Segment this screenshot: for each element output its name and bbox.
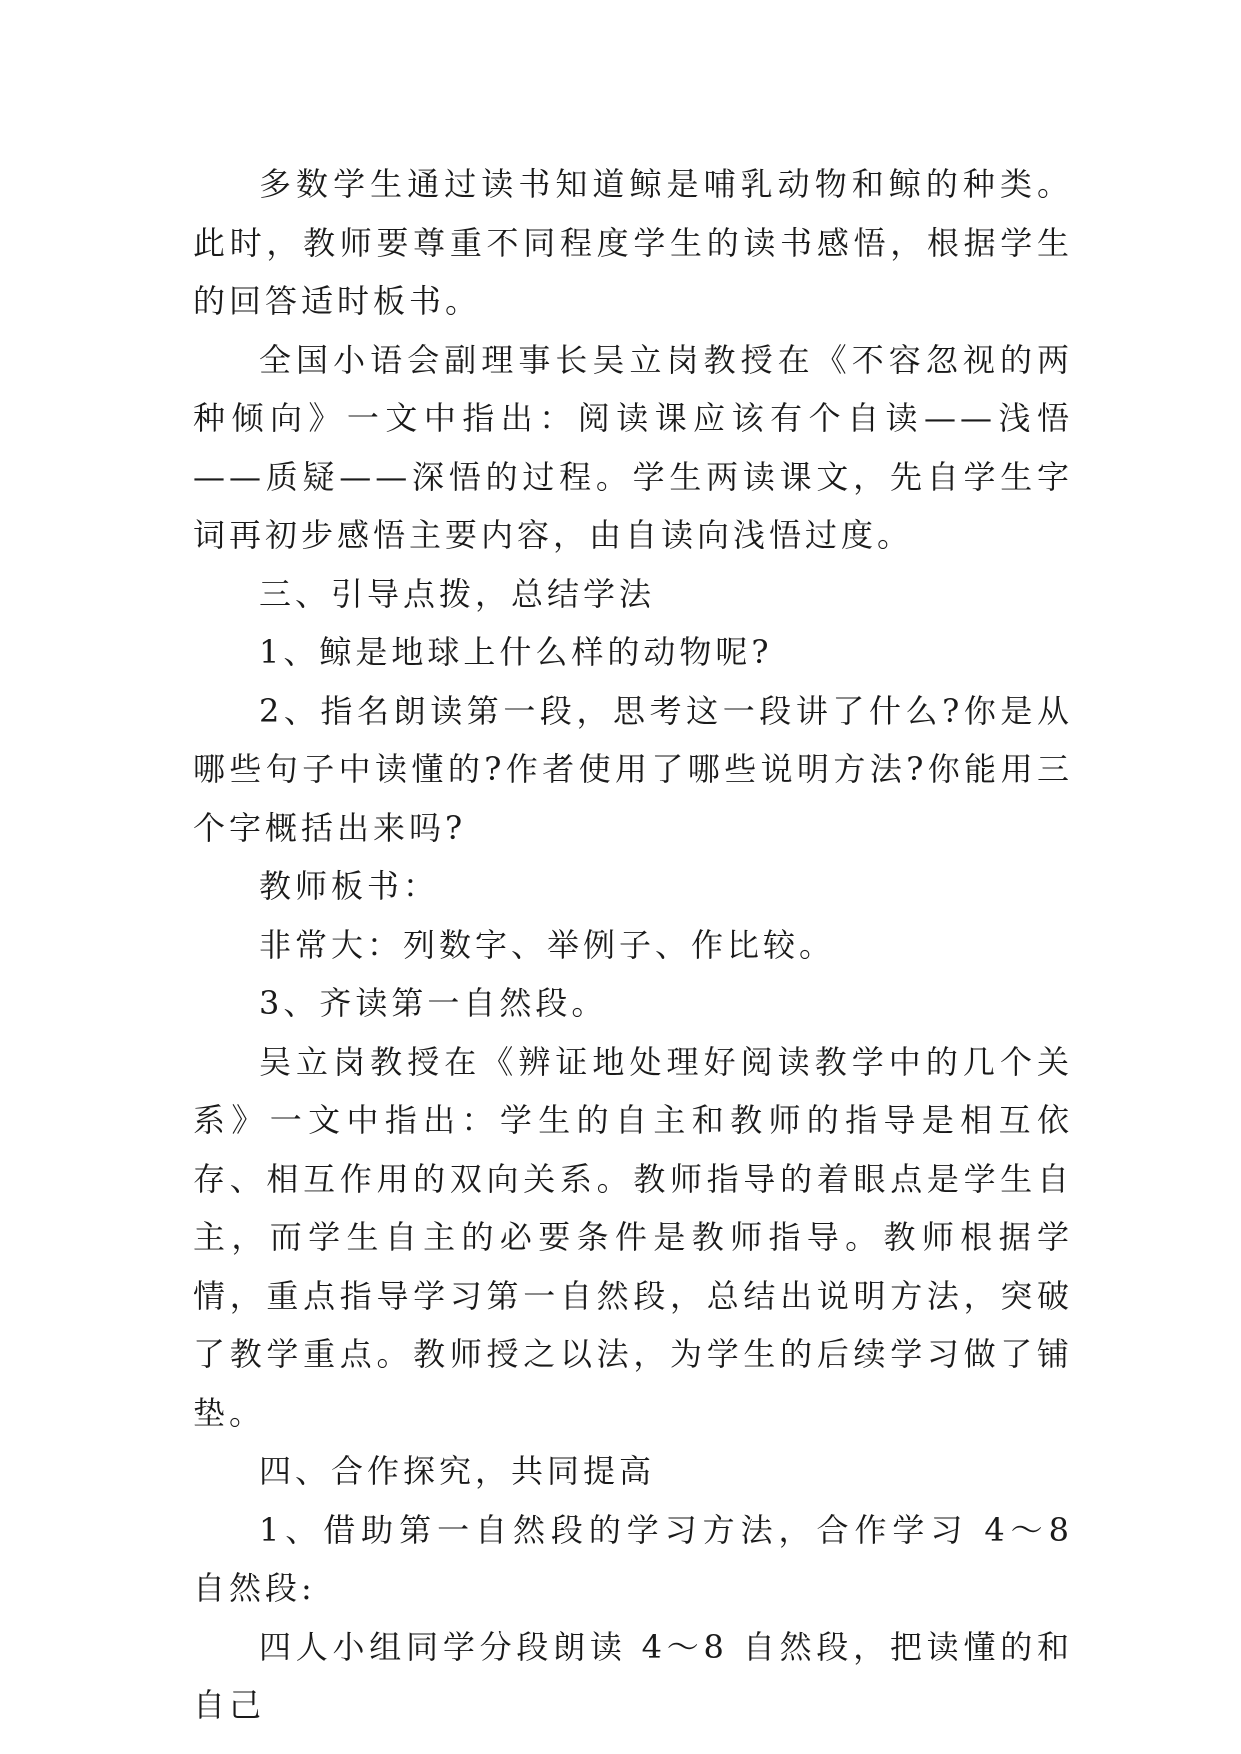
board-content: 非常大：列数字、举例子、作比较。 (259, 925, 836, 964)
list-item-1: 1、鲸是地球上什么样的动物呢? (259, 633, 773, 671)
paragraph-1: 多数学生通过读书知道鲸是哺乳动物和鲸的种类。此时，教师要尊重不同程度学生的读书感悟，根据学生的回答适时板书。 (193, 165, 1073, 320)
board-label: 教师板书： (259, 867, 440, 905)
paragraph-2: 全国小语会副理事长吴立岗教授在《不容忽视的两种倾向》一文中指出：阅读课应该有个自读——浅悟——质疑——深悟的过程。学生两读课文，先自学生字词再初步感悟主要内容，由自读向浅悟过度。 (193, 340, 1073, 554)
paragraph-commentary: 吴立岗教授在《辨证地处理好阅读教学中的几个关系》一文中指出：学生的自主和教师的指导是相互依存、相互作用的双向关系。教师指导的着眼点是学生自主，而学生自主的必要条件是教师指导。教师根据学情，重点指导学习第一自然段，总结出说明方法，突破了教学重点。教师授之以法，为学生的后续学习做了铺垫。 (193, 1042, 1073, 1432)
list-item-2: 2、指名朗读第一段，思考这一段讲了什么?你是从哪些句子中读懂的?作者使用了哪些说明方法?你能用三个字概括出来吗? (193, 691, 1073, 847)
list-item-4: 1、借助第一自然段的学习方法，合作学习 4～8 自然段: (193, 1510, 1073, 1607)
document-body (193, 155, 1073, 1735)
list-item-3: 3、齐读第一自然段。 (259, 984, 608, 1022)
paragraph-last: 四人小组同学分段朗读 4～8 自然段，把读懂的和自己 (193, 1627, 1073, 1724)
section-heading-4: 四、合作探究，共同提高 (259, 1452, 656, 1490)
section-heading-3: 三、引导点拨，总结学法 (259, 574, 656, 613)
